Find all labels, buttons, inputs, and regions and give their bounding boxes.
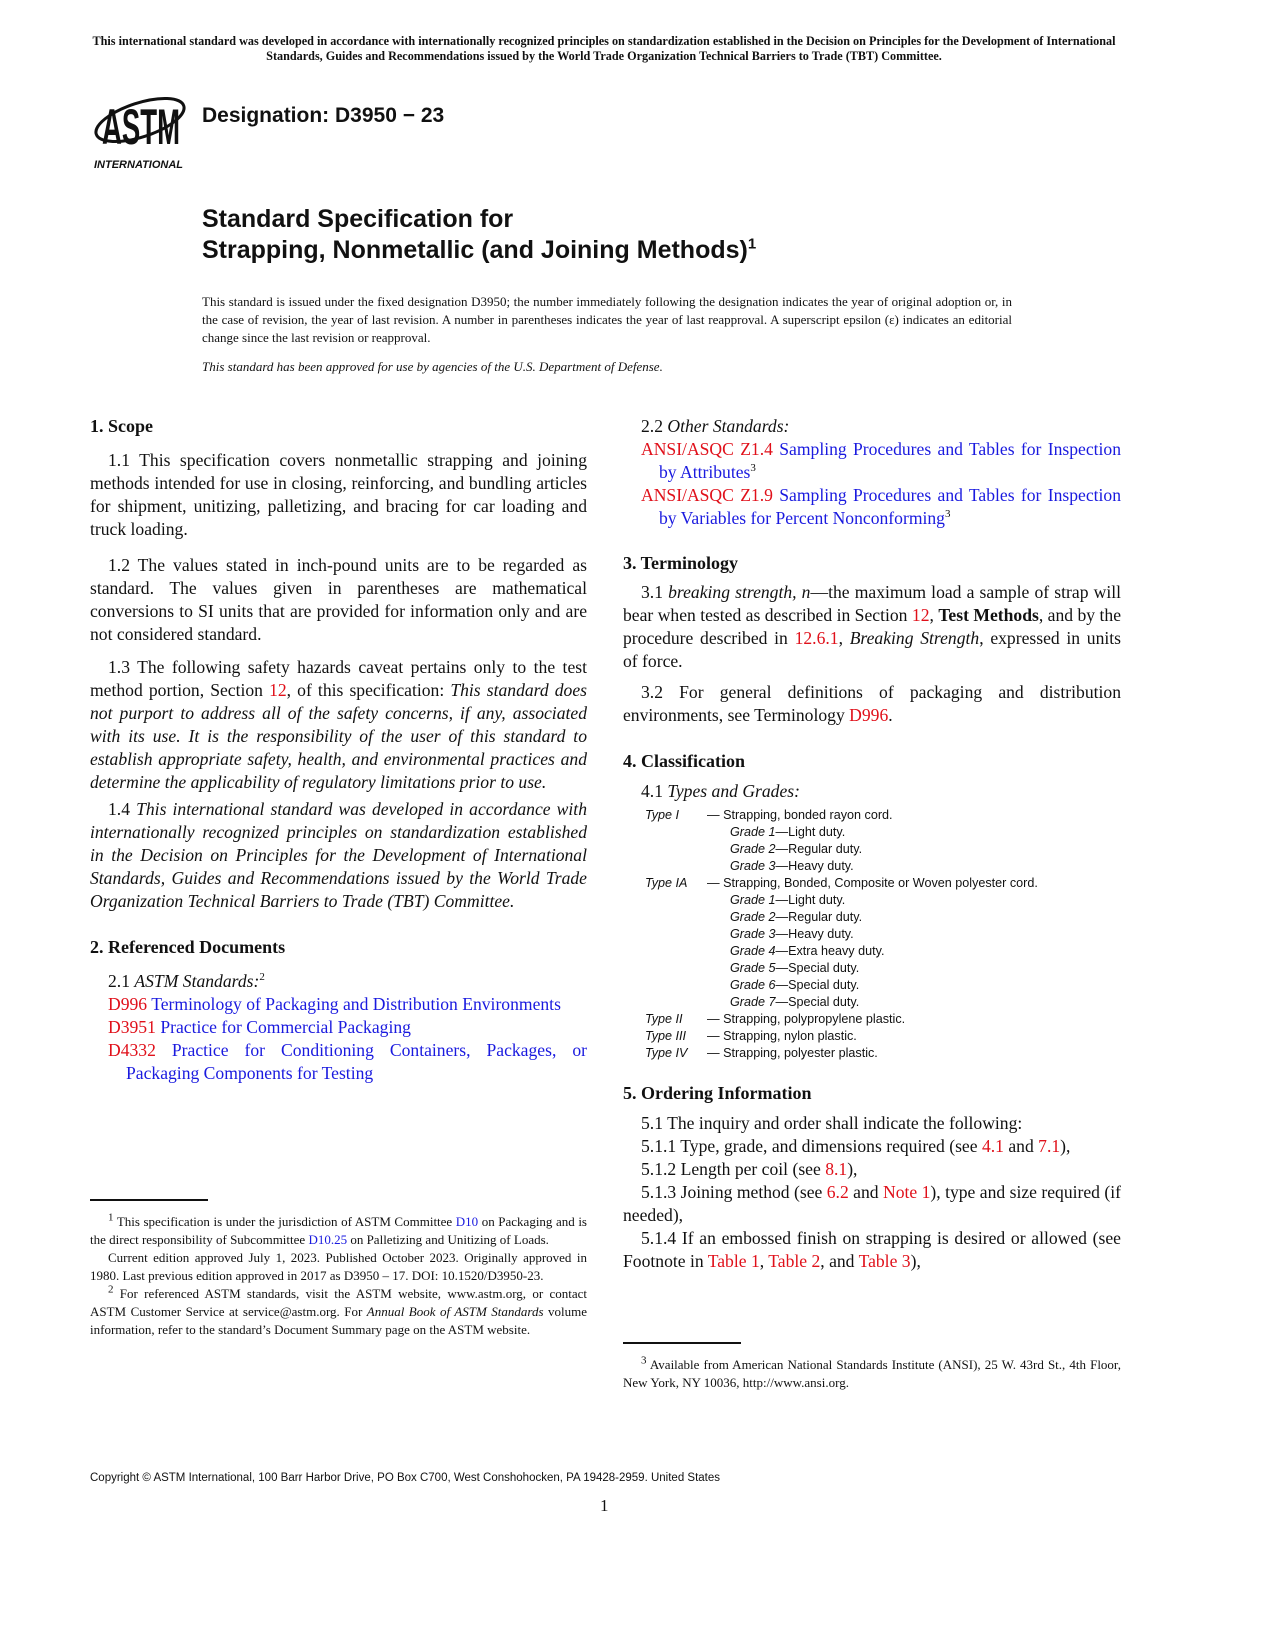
text: Other Standards: — [667, 416, 790, 436]
type-row — [623, 1045, 1121, 1062]
reference-item[interactable] — [90, 1016, 587, 1039]
link-d10-25[interactable]: D10.25 — [308, 1232, 348, 1247]
text: 1.4 — [108, 799, 137, 819]
paragraph-3-1 — [623, 581, 1121, 673]
type-row — [623, 807, 1121, 824]
types-and-grades-list — [623, 807, 1121, 1062]
title-footnote-ref[interactable]: 1 — [747, 235, 757, 253]
text: , expressed in units of force. — [623, 628, 1122, 671]
svg-text:ASTM: ASTM — [102, 99, 180, 155]
grade-label: Grade 2 — [730, 910, 776, 924]
grade-label: Grade 7 — [730, 995, 776, 1009]
grade-row — [623, 926, 1121, 943]
grade-description: —Special duty. — [775, 961, 860, 975]
grade-label: Grade 1 — [730, 893, 776, 907]
link-12-6-1[interactable]: 12.6.1 — [794, 628, 839, 648]
grade-row — [623, 858, 1121, 875]
text: For referenced ASTM standards, visit the ASTM website, www.astm.org, or contact ASTM Customer Service at service@astm.org. For — [90, 1286, 587, 1319]
text: 5.1.2 Length per coil (see — [641, 1159, 826, 1179]
link-7-1[interactable]: 7.1 — [1038, 1136, 1061, 1156]
grade-description: —Special duty. — [775, 995, 860, 1009]
section-heading: 5. Ordering Information — [623, 1083, 812, 1103]
text: 5.1.1 Type, grade, and dimensions required (see — [641, 1136, 982, 1156]
reference-item[interactable] — [90, 993, 587, 1016]
text: , of this specification: — [286, 680, 451, 700]
right-column — [623, 415, 1121, 1273]
text: , — [929, 605, 939, 625]
text: , — [838, 628, 850, 648]
paragraph-2-1 — [90, 970, 587, 993]
text: Test Methods — [938, 605, 1039, 625]
grade-row — [623, 977, 1121, 994]
type-code: Type III — [645, 1029, 687, 1043]
text: , — [759, 1251, 769, 1271]
paragraph-1-4 — [90, 798, 587, 913]
link-4-1[interactable]: 4.1 — [981, 1136, 1004, 1156]
title-line-2: Strapping, Nonmetallic (and Joining Methods) — [202, 236, 748, 264]
link-section-12[interactable]: 12 — [269, 680, 287, 700]
text: . — [888, 705, 893, 725]
text: Breaking Strength — [849, 628, 980, 648]
reference-title[interactable]: Practice for Commercial Packaging — [160, 1017, 411, 1037]
footnote-marker: 1 — [108, 1211, 114, 1224]
footnote-ref[interactable]: 3 — [944, 508, 951, 521]
text: 5.1.3 Joining method (see — [641, 1182, 827, 1202]
text: This specification is under the jurisdiction of ASTM Committee — [113, 1214, 456, 1229]
grade-label: Grade 3 — [730, 927, 776, 941]
grade-row — [623, 960, 1121, 977]
grade-description: —Heavy duty. — [775, 859, 854, 873]
footnote-3 — [623, 1356, 1121, 1392]
section-heading: 1. Scope — [90, 416, 153, 436]
paragraph-5-1-2 — [623, 1158, 1121, 1181]
section-scope — [90, 415, 587, 1085]
footnote-ref[interactable]: 2 — [259, 971, 265, 984]
footnote-1 — [90, 1213, 587, 1249]
grade-description: —Heavy duty. — [775, 927, 854, 941]
text: and — [848, 1182, 883, 1202]
text: ASTM Standards: — [134, 971, 260, 991]
reference-title[interactable]: Terminology of Packaging and Distribution Environments — [151, 994, 561, 1014]
link-d10[interactable]: D10 — [455, 1214, 479, 1229]
paragraph-4-1 — [623, 780, 1121, 803]
type-code: Type IA — [645, 876, 688, 890]
other-standard-item[interactable] — [623, 484, 1121, 530]
footnote-marker: 3 — [641, 1354, 647, 1367]
paragraph-5-1: 5.1 The inquiry and order shall indicate the following: — [641, 1113, 1023, 1133]
wto-notice: This international standard was developed in accordance with internationally recognized principles on standardization established in the Decision on Principles for the Development of International Standards, Guides and Recommendations issued by the World Trade Organization Technical Barriers to Trade (TBT) Committee. — [92, 34, 1116, 63]
standard-code[interactable]: ANSI/ASQC Z1.9 — [641, 485, 773, 505]
link-section-12[interactable]: 12 — [911, 605, 930, 625]
title-line-1: Standard Specification for — [202, 205, 514, 233]
section-heading: 3. Terminology — [623, 553, 739, 573]
text: on Packaging and is the direct responsibility of Subcommittee — [90, 1214, 587, 1247]
standard-title[interactable]: Sampling Procedures and Tables for Inspection by Attributes — [659, 439, 1122, 482]
type-row — [623, 875, 1121, 892]
text: 2.2 — [641, 416, 668, 436]
safety-caveat: This standard does not purport to address all of the safety concerns, if any, associated with its use. It is the responsibility of the user of this standard to establish appropriate safety, health, and environmental practices and determine the applicability of regulatory limitations prior to use. — [90, 680, 588, 792]
paragraph-1-3 — [90, 656, 587, 794]
type-description: — Strapping, polyester plastic. — [707, 1046, 878, 1060]
grade-row — [623, 841, 1121, 858]
grade-description: —Extra heavy duty. — [775, 944, 885, 958]
text: 3.1 — [641, 582, 669, 602]
standard-title[interactable]: Sampling Procedures and Tables for Inspection by Variables for Percent Nonconforming — [659, 485, 1122, 528]
grade-description: —Light duty. — [775, 893, 846, 907]
footnote-divider — [90, 1199, 208, 1201]
text: This international standard was developed in accordance with internationally recognized principles on standardization established in the Decision on Principles for the Development of International Standards, Guides and Recommendations issued by the World Trade Organization Technical Barriers to Trade (TBT) Committee. — [90, 799, 587, 911]
text: ), — [910, 1251, 921, 1271]
grade-label: Grade 4 — [730, 944, 776, 958]
type-description: — Strapping, Bonded, Composite or Woven polyester cord. — [707, 876, 1038, 890]
type-description: — Strapping, polypropylene plastic. — [707, 1012, 906, 1026]
grade-label: Grade 1 — [730, 825, 776, 839]
paragraph-3-2 — [623, 681, 1121, 727]
footnote-divider — [623, 1342, 741, 1344]
grade-description: —Light duty. — [775, 825, 846, 839]
text: ), type and size required (if needed), — [623, 1182, 1121, 1225]
type-row — [623, 1028, 1121, 1045]
preamble: This standard is issued under the fixed designation D3950; the number immediately following the designation indicates the year of original adoption or, in the case of revision, the year of last revision. A number in parentheses indicates the year of last reapproval. A superscript epsilon (ε) indicates an editorial change since the last revision or reapproval. — [202, 294, 1012, 345]
text: 4.1 — [641, 781, 668, 801]
text: on Palletizing and Unitizing of Loads. — [347, 1232, 549, 1247]
type-row — [623, 1011, 1121, 1028]
link-table-1[interactable]: Table 1 — [707, 1251, 760, 1271]
grade-label: Grade 3 — [730, 859, 776, 873]
reference-title[interactable]: Practice for Conditioning Containers, Packages, or Packaging Components for Testing — [126, 1040, 587, 1083]
dod-approval-note: This standard has been approved for use by agencies of the U.S. Department of Defense. — [202, 359, 663, 374]
type-description: — Strapping, bonded rayon cord. — [707, 808, 893, 822]
text: 2.1 — [108, 971, 135, 991]
link-note-1[interactable]: Note 1 — [882, 1182, 931, 1202]
link-d996[interactable]: D996 — [849, 705, 889, 725]
section-heading: 2. Referenced Documents — [90, 937, 286, 957]
section-heading: 4. Classification — [623, 751, 746, 771]
text: , and by the procedure described in — [623, 605, 1122, 648]
paragraph-2-2 — [623, 415, 1121, 438]
text: Types and Grades: — [667, 781, 800, 801]
term: breaking strength, n — [668, 582, 811, 602]
text: ), — [847, 1159, 858, 1179]
grade-row — [623, 892, 1121, 909]
text: Annual Book of ASTM Standards — [366, 1304, 544, 1319]
copyright-footer: Copyright © ASTM International, 100 Barr Harbor Drive, PO Box C700, West Conshohocken, PA 19428-2959. United States — [90, 1472, 721, 1484]
link-table-2[interactable]: Table 2 — [768, 1251, 821, 1271]
type-code: Type I — [645, 808, 680, 822]
footnotes-left — [90, 1199, 587, 1339]
text: ), — [1060, 1136, 1071, 1156]
footnote-ref[interactable]: 3 — [750, 462, 756, 475]
other-standard-item[interactable] — [623, 438, 1121, 484]
paragraph-5-1-4 — [623, 1227, 1121, 1273]
document-title — [202, 204, 756, 266]
type-description: — Strapping, nylon plastic. — [707, 1029, 857, 1043]
grade-row — [623, 909, 1121, 926]
designation: Designation: D3950 − 23 — [202, 104, 445, 127]
standard-code[interactable]: ANSI/ASQC Z1.4 — [641, 439, 773, 459]
footnotes-right — [623, 1342, 1121, 1392]
text: and — [1003, 1136, 1039, 1156]
type-code: Type II — [645, 1012, 683, 1026]
grade-description: —Regular duty. — [775, 910, 863, 924]
paragraph-1-2: 1.2 The values stated in inch-pound units are to be regarded as standard. The values given in parentheses are mathematical conversions to SI units that are provided for information only and are not considered standard. — [90, 555, 587, 644]
page-number: 1 — [600, 1496, 609, 1515]
reference-code[interactable]: D4332 — [108, 1040, 156, 1060]
grade-row — [623, 824, 1121, 841]
type-code: Type IV — [645, 1046, 688, 1060]
paragraph-1-1: 1.1 This specification covers nonmetallic strapping and joining methods intended for use in closing, reinforcing, and bundling articles for shipment, unitizing, palletizing, and bracing for car loading and truck loading. — [90, 450, 587, 539]
link-table-3[interactable]: Table 3 — [858, 1251, 911, 1271]
footnote-1-edition: Current edition approved July 1, 2023. Published October 2023. Originally approved in 1980. Last previous edition approved in 2017 as D3950 – 17. DOI: 10.1520/D3950-23. — [90, 1250, 587, 1283]
text: 1.3 The following safety hazards caveat pertains only to the test method portion, Section — [90, 657, 587, 700]
grade-row — [623, 943, 1121, 960]
grade-label: Grade 6 — [730, 978, 776, 992]
grade-row — [623, 994, 1121, 1011]
reference-code[interactable]: D996 — [108, 994, 148, 1014]
text: volume information, refer to the standard’s Document Summary page on the ASTM website. — [90, 1304, 588, 1337]
text: Available from American National Standards Institute (ANSI), 25 W. 43rd St., 4th Floor, New York, NY 10036, http://www.ansi.org. — [623, 1357, 1121, 1390]
paragraph-5-1-1 — [623, 1135, 1121, 1158]
reference-item[interactable] — [90, 1039, 587, 1085]
text: —the maximum load a sample of strap will bear when tested as described in Section — [623, 582, 1121, 625]
astm-logo — [92, 82, 192, 172]
grade-label: Grade 5 — [730, 961, 776, 975]
grade-label: Grade 2 — [730, 842, 776, 856]
svg-text:INTERNATIONAL: INTERNATIONAL — [94, 159, 184, 171]
footnote-marker: 2 — [108, 1283, 114, 1296]
text: , and — [820, 1251, 859, 1271]
paragraph-5-1-3 — [623, 1181, 1121, 1227]
link-8-1[interactable]: 8.1 — [825, 1159, 848, 1179]
reference-code[interactable]: D3951 — [108, 1017, 156, 1037]
grade-description: —Special duty. — [775, 978, 860, 992]
footnote-2 — [90, 1285, 587, 1339]
text: 3.2 For general definitions of packaging and distribution environments, see Terminology — [623, 682, 1121, 725]
link-6-2[interactable]: 6.2 — [826, 1182, 849, 1202]
grade-description: —Regular duty. — [775, 842, 863, 856]
text: 5.1.4 If an embossed finish on strapping is desired or allowed (see Footnote in — [623, 1228, 1121, 1271]
